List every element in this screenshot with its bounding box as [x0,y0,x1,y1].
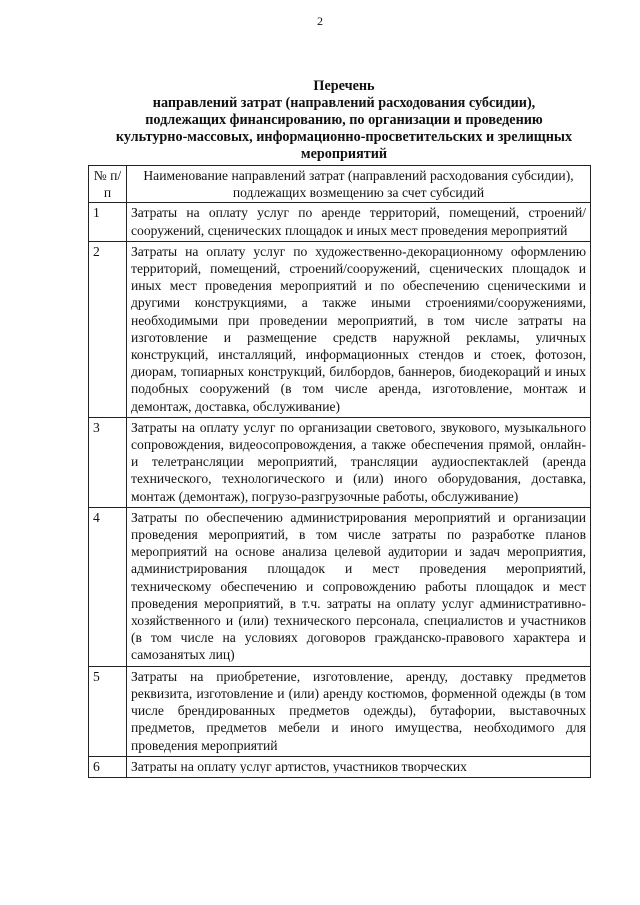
heading-line: мероприятий [300,146,388,162]
row-text [127,756,591,777]
row-number: 6 [89,756,127,777]
header-number: № п/п [89,166,127,203]
heading-line: направлений затрат (направлений расходования субсидии), [152,95,536,111]
table-row [89,417,591,507]
heading-line: культурно-массовых, информационно-просветительских и зрелищных [115,129,573,145]
row-text: Затраты на оплату услуг по организации светового, звукового, музыкального сопровождения, видеосопровождения, а также обеспечения прямой, онлайн- и телетрансляции мероприятий, трансляции аудиоспектаклей (аренда технического, технологического и (или) иного оборудования, доставка, монтаж (демонтаж), погрузо-разгрузочные работы, обслуживание) [127,417,591,507]
row-number: 2 [89,241,127,417]
row-text: Затраты по обеспечению администрирования мероприятий и организации проведения мероприятий, в том числе затраты по разработке планов мероприятий на основе анализа целевой аудитории и задач мероприятия, администрирования площадок и мест проведения мероприятий, техническому обеспечению и сопровождению работы площадок и мест проведения мероприятий, в т.ч. затраты на оплату услуг административно-хозяйственного и (или) технического персонала, специалистов и участников (в том числе на условиях договоров гражданско-правового характера и самозанятых лиц) [127,507,591,666]
row-number: 1 [89,203,127,241]
row-number: 3 [89,417,127,507]
row-text-cut: Затраты на оплату услуг артистов, участников творческих [131,758,467,773]
table-row [89,756,591,777]
row-text: Затраты на оплату услуг по художественно-декорационному оформлению территорий, помещений, строений/сооружений, сценических площадок и иных мест проведения мероприятий и по обеспечению сценическими и другими конструкциями, а также иными строениями/сооружениями, необходимыми при проведении мероприятий, в том числе затраты на изготовление и размещение средств наружной рекламы, уличных конструкций, инсталляций, информационных стендов и стоек, фотозон, диорам, топиарных конструкций, билбордов, баннеров, биодекораций и иных подобных сооружений (в том числе аренда, изготовление, монтаж и демонтаж, доставка, обслуживание) [127,241,591,417]
header-name: Наименование направлений затрат (направлений расходования субсидии), подлежащих возмещению за счет субсидий [127,166,591,203]
heading-line: Перечень [313,78,375,94]
page-number: 2 [317,14,323,28]
table-row [89,203,591,241]
heading-line: подлежащих финансированию, по организации и проведению [145,112,543,128]
expense-directions-table [88,165,591,778]
row-number: 5 [89,666,127,756]
table-row [89,666,591,756]
table-header-row [89,166,591,203]
row-number: 4 [89,507,127,666]
table-row [89,241,591,417]
table-row [89,507,591,666]
row-text: Затраты на приобретение, изготовление, аренду, доставку предметов реквизита, изготовление и (или) аренду костюмов, форменной одежды (в том числе брендированных предметов одежды), бутафории, выставочных предметов, предметов мебели и иного имущества, необходимого для проведения мероприятий [127,666,591,756]
row-text: Затраты на оплату услуг по аренде территорий, помещений, строений/сооружений, сценических площадок и иных мест проведения мероприятий [127,203,591,241]
document-heading [96,78,592,163]
